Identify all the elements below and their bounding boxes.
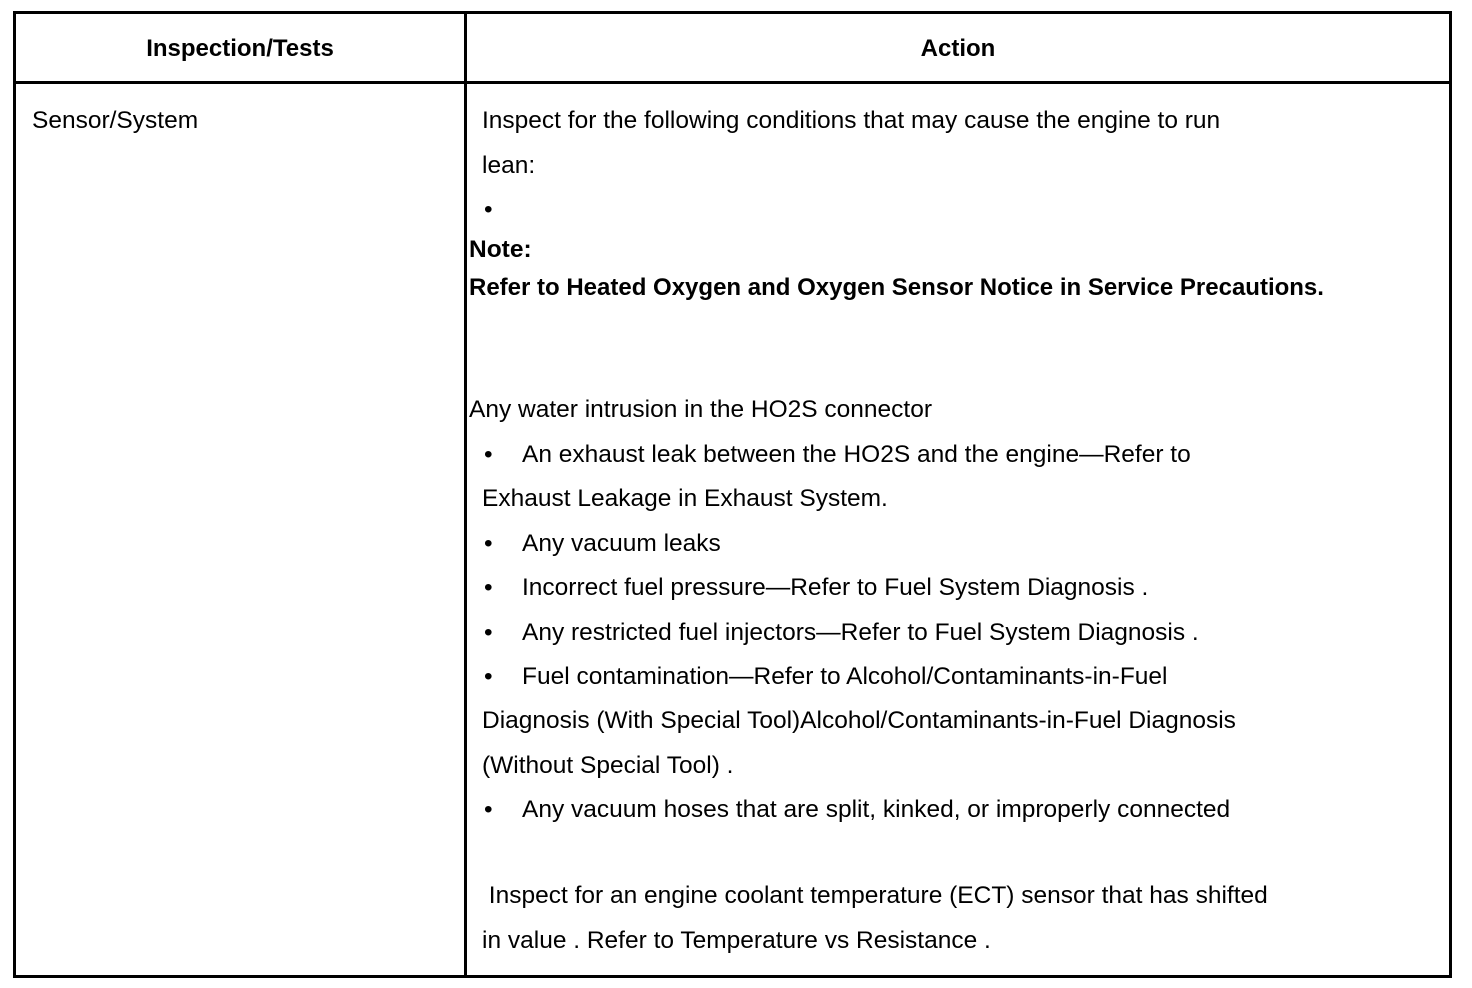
list-item-fuel-pressure: Incorrect fuel pressure—Refer to Fuel System Diagnosis . [522, 574, 1149, 601]
bullet-symbol: • [484, 796, 493, 823]
inspection-cell: Sensor/System [32, 107, 199, 134]
list-item-vacuum-leaks: Any vacuum leaks [522, 530, 721, 557]
bullet-symbol: • [484, 663, 493, 690]
action-intro-line2: lean: [482, 152, 536, 179]
list-item-exhaust-leak: An exhaust leak between the HO2S and the engine—Refer to [522, 441, 1191, 468]
note-label: Note: [469, 236, 532, 263]
ect-line1: Inspect for an engine coolant temperature (ECT) sensor that has shifted [482, 882, 1268, 909]
list-item-fuel-contamination-cont: (Without Special Tool) . [482, 752, 734, 779]
column-divider [464, 14, 467, 975]
bullet-symbol: • [484, 530, 493, 557]
empty-bullet: • [484, 196, 493, 223]
header-inspection-tests: Inspection/Tests [146, 35, 334, 62]
list-item-vacuum-hoses: Any vacuum hoses that are split, kinked, or improperly connected [522, 796, 1231, 823]
action-intro-line1: Inspect for the following conditions that may cause the engine to run [482, 107, 1221, 134]
bullet-symbol: • [484, 574, 493, 601]
list-item-restricted-injectors: Any restricted fuel injectors—Refer to Fuel System Diagnosis . [522, 619, 1199, 646]
list-item-fuel-contamination-cont: Diagnosis (With Special Tool)Alcohol/Contaminants-in-Fuel Diagnosis [482, 707, 1236, 734]
bullet-symbol: • [484, 619, 493, 646]
ect-line2: in value . Refer to Temperature vs Resistance . [482, 927, 991, 954]
water-intrusion-line: Any water intrusion in the HO2S connector [469, 396, 933, 423]
header-divider [16, 81, 1449, 84]
list-item-fuel-contamination: Fuel contamination—Refer to Alcohol/Contaminants-in-Fuel [522, 663, 1168, 690]
bullet-symbol: • [484, 441, 493, 468]
header-action: Action [920, 35, 996, 62]
list-item-exhaust-leak-cont: Exhaust Leakage in Exhaust System. [482, 485, 888, 512]
note-text: Refer to Heated Oxygen and Oxygen Sensor Notice in Service Precautions. [469, 274, 1324, 301]
inspection-table [13, 11, 1452, 978]
